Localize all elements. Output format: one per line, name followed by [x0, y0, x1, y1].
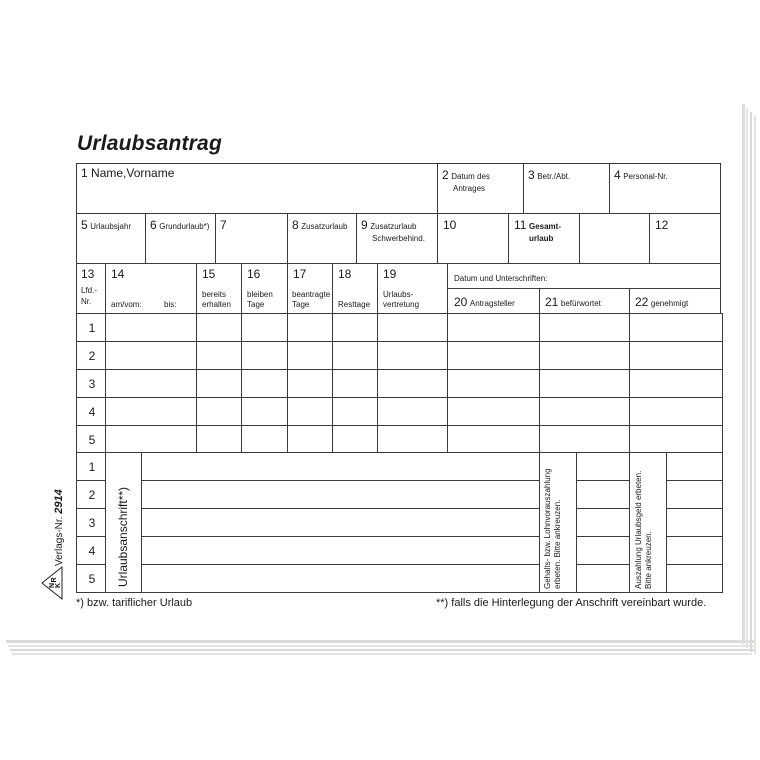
entry-cell[interactable] — [105, 397, 198, 426]
entry-cell[interactable] — [629, 397, 723, 426]
holiday-pay-checkbox-cell[interactable] — [665, 480, 723, 509]
field-number: 1 — [81, 166, 88, 180]
advance-payment-checkbox-cell[interactable] — [575, 564, 633, 593]
entry-cell[interactable] — [447, 425, 541, 454]
svg-text:R: R — [51, 577, 58, 583]
field-number: 15 — [202, 267, 216, 281]
header-remaining-days — [241, 263, 289, 315]
entry-cell[interactable] — [377, 341, 449, 370]
entry-cell[interactable] — [287, 369, 334, 398]
entry-cell[interactable] — [447, 397, 541, 426]
field-label: Grundurlaub*) — [159, 222, 210, 231]
entry-cell[interactable] — [196, 313, 243, 342]
field-label: Nr. — [81, 297, 92, 306]
field-label: Gesamt- — [528, 222, 561, 231]
field-label: Betr./Abt. — [537, 172, 571, 181]
entry-cell[interactable] — [196, 369, 243, 398]
field-number: 11 — [514, 218, 527, 232]
holiday-pay-checkbox-cell[interactable] — [665, 452, 723, 481]
field-label: bis: — [164, 300, 177, 309]
entry-cell[interactable] — [332, 341, 379, 370]
field-number: 14 — [111, 267, 125, 281]
publisher-number-value: 2914 — [53, 489, 65, 514]
entry-cell[interactable] — [539, 313, 631, 342]
header-lfd-nr — [76, 263, 107, 315]
publisher-label: Verlags-Nr. — [54, 516, 65, 566]
header-applicant — [447, 288, 541, 315]
paper-stack-bottom-edge — [10, 649, 754, 651]
field-label: Tage — [292, 300, 310, 309]
paper-stack-right-edge — [754, 116, 756, 654]
field-number: 3 — [528, 168, 535, 182]
entry-cell[interactable] — [539, 397, 631, 426]
footnote-1: *) bzw. tariflicher Urlaub — [76, 597, 193, 609]
holiday-pay-label: Auszahlung Urlaubsgeld erbeten. Bitte ankreuzen. — [634, 470, 653, 589]
row-number: 4 — [88, 405, 96, 419]
field-number: 17 — [293, 267, 307, 281]
paper-stack-right-edge — [750, 112, 752, 652]
entry-cell[interactable] — [377, 369, 449, 398]
field-label: Antrages — [453, 184, 486, 193]
entry-cell[interactable] — [105, 369, 198, 398]
field-department[interactable] — [523, 163, 611, 215]
advance-payment-checkbox-cell[interactable] — [575, 508, 633, 537]
address-label: Urlaubsanschrift**) — [116, 486, 130, 587]
signatures-heading-label: Datum und Unterschriften: — [454, 274, 548, 283]
footnote-2: **) falls die Hinterlegung der Anschrift vereinbart wurde. — [436, 597, 707, 609]
entry-cell[interactable] — [196, 341, 243, 370]
entry-cell[interactable] — [332, 313, 379, 342]
field-label: beantragte — [292, 290, 331, 299]
holiday-pay-checkbox-cell[interactable] — [665, 564, 723, 593]
field-number: 12 — [655, 218, 669, 232]
field-number: 21 — [545, 295, 559, 309]
paper-stack-bottom-edge — [12, 653, 752, 655]
entry-cell[interactable] — [196, 397, 243, 426]
entry-cell[interactable] — [241, 425, 289, 454]
entry-cell[interactable] — [241, 397, 289, 426]
entry-cell[interactable] — [332, 425, 379, 454]
entry-cell[interactable] — [287, 341, 334, 370]
entry-cell[interactable] — [105, 341, 198, 370]
field-label: Tage — [247, 300, 265, 309]
row-number: 5 — [88, 433, 96, 447]
field-base-vacation[interactable] — [145, 213, 217, 265]
row-number-cell — [76, 313, 107, 342]
entry-cell[interactable] — [287, 397, 334, 426]
field-12[interactable] — [649, 213, 721, 265]
entry-cell[interactable] — [629, 425, 723, 454]
signatures-heading — [447, 263, 721, 290]
field-label: Datum des — [451, 172, 490, 181]
field-number: 18 — [338, 267, 352, 281]
entry-cell[interactable] — [332, 369, 379, 398]
field-label: Zusatzurlaub — [370, 222, 417, 231]
row-number: 1 — [88, 321, 96, 335]
field-vacation-year[interactable] — [76, 213, 147, 265]
entry-cell[interactable] — [539, 341, 631, 370]
field-label: urlaub — [529, 234, 554, 243]
paper-stack-bottom-edge — [6, 640, 756, 643]
field-label: vertretung — [383, 300, 420, 309]
address-line-cell[interactable] — [140, 452, 543, 481]
field-number: 2 — [442, 168, 449, 182]
row-number-cell — [76, 425, 107, 454]
field-number: 5 — [81, 218, 88, 232]
field-label: bleiben — [247, 290, 273, 299]
entry-cell[interactable] — [377, 425, 449, 454]
header-approved — [629, 288, 721, 315]
row-number: 3 — [88, 516, 96, 530]
publisher-number — [53, 489, 65, 566]
field-number: 13 — [81, 267, 95, 281]
field-label: Schwerbehind. — [372, 234, 425, 243]
header-rest-days — [332, 263, 379, 315]
row-number: 2 — [88, 349, 96, 363]
field-total-vacation[interactable] — [508, 213, 581, 265]
field-label: Antragsteller — [469, 299, 515, 308]
address-line-cell[interactable] — [140, 508, 543, 537]
field-additional-vacation[interactable] — [287, 213, 358, 265]
field-label: Lfd.- — [81, 286, 98, 295]
entry-cell[interactable] — [629, 313, 723, 342]
entry-cell[interactable] — [241, 369, 289, 398]
rnk-logo — [40, 566, 64, 600]
field-label: befürwortet — [560, 299, 601, 308]
holiday-pay-checkbox-cell[interactable] — [665, 508, 723, 537]
entry-cell[interactable] — [332, 397, 379, 426]
advance-payment-checkbox-cell[interactable] — [575, 452, 633, 481]
field-name[interactable] — [76, 163, 439, 215]
entry-cell[interactable] — [287, 425, 334, 454]
row-number-cell — [76, 369, 107, 398]
entry-cell[interactable] — [241, 341, 289, 370]
field-label: Resttage — [338, 300, 371, 309]
field-10[interactable] — [437, 213, 510, 265]
field-number: 9 — [361, 218, 368, 232]
advance-payment-label: Gehalts- bzw. Lohnvorauszahlung erbeten. Bitte ankreuzen. — [543, 468, 562, 589]
row-number: 2 — [88, 488, 96, 502]
row-number-cell — [76, 397, 107, 426]
entry-cell[interactable] — [629, 341, 723, 370]
row-number: 5 — [88, 572, 96, 586]
field-total-vacation-value[interactable] — [579, 213, 651, 265]
field-date-of-request[interactable] — [437, 163, 525, 215]
field-label: Urlaubs- — [383, 290, 414, 299]
field-label: am/vom: — [111, 300, 142, 309]
entry-cell[interactable] — [539, 425, 631, 454]
field-number: 20 — [454, 295, 468, 309]
entry-cell[interactable] — [377, 313, 449, 342]
field-label: Urlaubsjahr — [90, 222, 132, 231]
field-number: 6 — [150, 218, 157, 232]
row-number: 3 — [88, 377, 96, 391]
form-title: Urlaubsantrag — [77, 132, 222, 155]
entry-cell[interactable] — [539, 369, 631, 398]
field-number: 8 — [292, 218, 299, 232]
entry-cell[interactable] — [629, 369, 723, 398]
field-number: 19 — [383, 267, 397, 281]
field-number: 10 — [443, 218, 457, 232]
advance-payment-label-column — [539, 452, 577, 593]
entry-cell[interactable] — [447, 341, 541, 370]
field-number: 22 — [635, 295, 649, 309]
advance-payment-checkbox-cell[interactable] — [575, 480, 633, 509]
address-label-column — [105, 452, 142, 593]
row-number: 4 — [88, 544, 96, 558]
field-label: bereits — [202, 290, 227, 299]
advance-payment-checkbox-cell[interactable] — [575, 536, 633, 565]
svg-text:N: N — [49, 582, 56, 588]
entry-cell[interactable] — [196, 425, 243, 454]
entry-cell[interactable] — [447, 313, 541, 342]
field-personnel-number[interactable] — [609, 163, 721, 215]
field-label: Personal-Nr. — [623, 172, 668, 181]
field-number: 16 — [247, 267, 261, 281]
holiday-pay-checkbox-cell[interactable] — [665, 536, 723, 565]
row-number: 1 — [88, 460, 96, 474]
svg-text:K: K — [55, 582, 62, 588]
address-line-cell[interactable] — [140, 564, 543, 593]
entry-cell[interactable] — [377, 397, 449, 426]
header-date-range — [105, 263, 198, 315]
field-additional-vacation-disabled[interactable] — [356, 213, 439, 265]
header-already-received — [196, 263, 243, 315]
header-substitute — [377, 263, 449, 315]
entry-cell[interactable] — [447, 369, 541, 398]
holiday-pay-label-column — [629, 452, 667, 593]
field-label: genehmigt — [650, 299, 689, 308]
header-requested-days — [287, 263, 334, 315]
header-endorsed — [539, 288, 631, 315]
row-number-cell — [76, 341, 107, 370]
field-number: 7 — [220, 218, 227, 232]
entry-cell[interactable] — [241, 313, 289, 342]
entry-cell[interactable] — [105, 425, 198, 454]
field-label: Zusatzurlaub — [301, 222, 348, 231]
entry-cell[interactable] — [287, 313, 334, 342]
field-label: Name,Vorname — [91, 166, 175, 180]
field-label: erhalten — [202, 300, 231, 309]
entry-cell[interactable] — [105, 313, 198, 342]
address-line-cell[interactable] — [140, 536, 543, 565]
field-number: 4 — [614, 168, 621, 182]
field-7[interactable] — [215, 213, 289, 265]
address-line-cell[interactable] — [140, 480, 543, 509]
paper-stack-bottom-edge — [8, 645, 756, 647]
paper-stack-right-edge — [746, 108, 748, 648]
paper-stack-right-edge — [742, 104, 745, 644]
